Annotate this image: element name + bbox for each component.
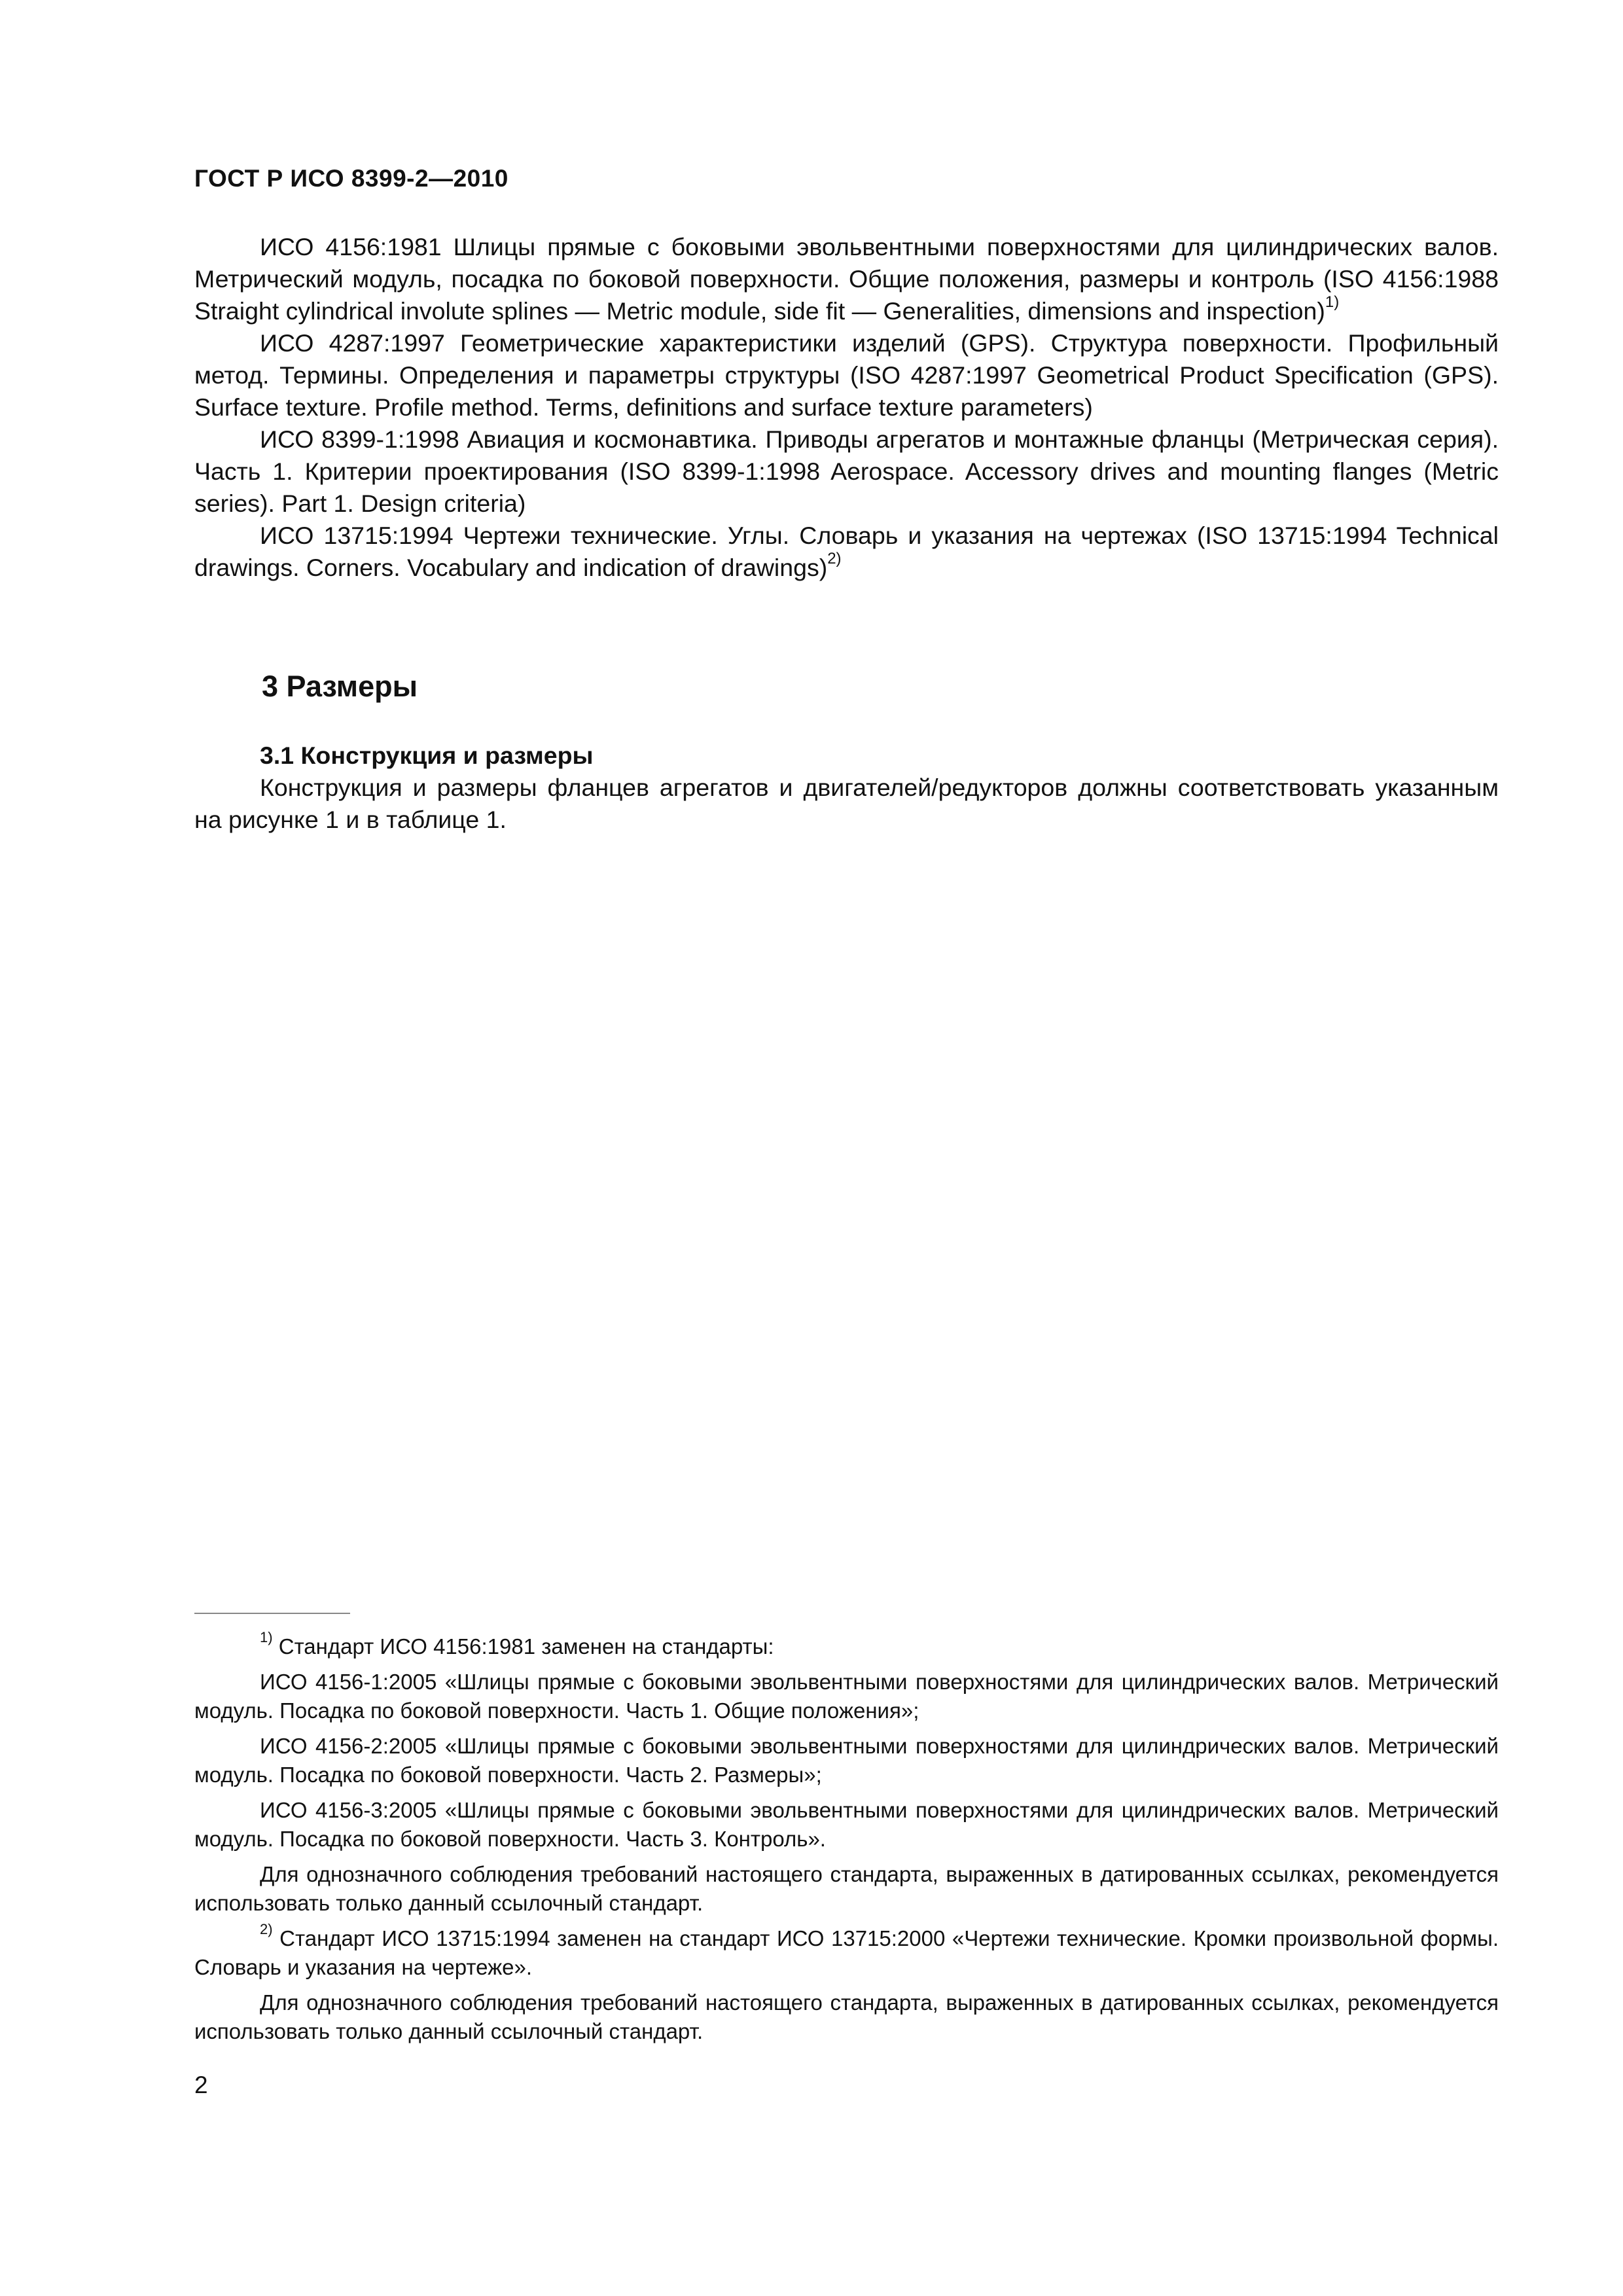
- footnote-text: ИСО 4156-2:2005 «Шлицы прямые с боковыми эвольвентными поверхностями для цилиндрических валов. Метрический модуль. Посадка по боковой поверхности. Часть 2. Размеры»;: [194, 1734, 1499, 1787]
- footnote-item: [194, 1629, 1499, 1661]
- reference-item: [194, 231, 1499, 327]
- footnotes: [194, 1629, 1499, 2053]
- reference-text: ИСО 13715:1994 Чертежи технические. Углы. Словарь и указания на чертежах (ISO 13715:1994 Technical drawings. Corners. Vocabulary and indication of drawings): [194, 522, 1499, 581]
- footnote-item: [194, 1732, 1499, 1789]
- page-number: 2: [194, 2072, 208, 2098]
- reference-item: [194, 423, 1499, 520]
- reference-text: ИСО 8399-1:1998 Авиация и космонавтика. Приводы агрегатов и монтажные фланцы (Метрическая серия). Часть 1. Критерии проектирования (ISO 8399-1:1998 Aerospace. Accessory drives and mounting flanges (Metric series). Part 1. Design criteria): [194, 425, 1499, 517]
- footnote-item: [194, 1668, 1499, 1725]
- footnote-mark: 2): [260, 1921, 273, 1937]
- section-title: 3 Размеры: [262, 670, 418, 703]
- footnote-item: [194, 1796, 1499, 1854]
- footnote-divider: [194, 1613, 350, 1614]
- footnote-text: ИСО 4156-1:2005 «Шлицы прямые с боковыми эвольвентными поверхностями для цилиндрических валов. Метрический модуль. Посадка по боковой поверхности. Часть 1. Общие положения»;: [194, 1670, 1499, 1723]
- reference-item: [194, 327, 1499, 423]
- standard-header: ГОСТ Р ИСО 8399-2—2010: [194, 165, 508, 192]
- footnote-item: [194, 1988, 1499, 2046]
- footnote-item: [194, 1921, 1499, 1982]
- subsection-title: 3.1 Конструкция и размеры: [260, 742, 594, 769]
- footnote-text: Стандарт ИСО 4156:1981 заменен на стандарты:: [278, 1634, 774, 1659]
- footnote-mark: 1): [260, 1629, 273, 1645]
- footnote-text: Для однозначного соблюдения требований настоящего стандарта, выраженных в датированных ссылках, рекомендуется использовать только данный ссылочный стандарт.: [194, 1990, 1499, 2043]
- footnote-text: Для однозначного соблюдения требований настоящего стандарта, выраженных в датированных ссылках, рекомендуется использовать только данный ссылочный стандарт.: [194, 1862, 1499, 1915]
- reference-text: ИСО 4287:1997 Геометрические характеристики изделий (GPS). Структура поверхности. Профильный метод. Термины. Определения и параметры структуры (ISO 4287:1997 Geometrical Product Specification (GPS). Surface texture. Profile method. Terms, definitions and surface texture parameters): [194, 329, 1499, 421]
- reference-text: ИСО 4156:1981 Шлицы прямые с боковыми эвольвентными поверхностями для цилиндрических валов. Метрический модуль, посадка по боковой поверхности. Общие положения, размеры и контроль (ISO 4156:1988 Straight cylindrical involute splines — Metric module, side fit — Generalities, dimensions and inspection): [194, 233, 1499, 325]
- subsection-text: Конструкция и размеры фланцев агрегатов и двигателей/редукторов должны соответствовать указанным на рисунке 1 и в таблице 1.: [194, 774, 1499, 833]
- footnote-ref: 1): [1325, 293, 1340, 311]
- normative-references: [194, 231, 1499, 584]
- subsection: [194, 740, 1499, 836]
- reference-item: [194, 520, 1499, 584]
- footnote-text: Стандарт ИСО 13715:1994 заменен на стандарт ИСО 13715:2000 «Чертежи технические. Кромки произвольной формы. Словарь и указания на чертеже».: [194, 1926, 1499, 1979]
- footnote-text: ИСО 4156-3:2005 «Шлицы прямые с боковыми эвольвентными поверхностями для цилиндрических валов. Метрический модуль. Посадка по боковой поверхности. Часть 3. Контроль».: [194, 1798, 1499, 1851]
- footnote-ref: 2): [827, 549, 842, 567]
- footnote-item: [194, 1860, 1499, 1918]
